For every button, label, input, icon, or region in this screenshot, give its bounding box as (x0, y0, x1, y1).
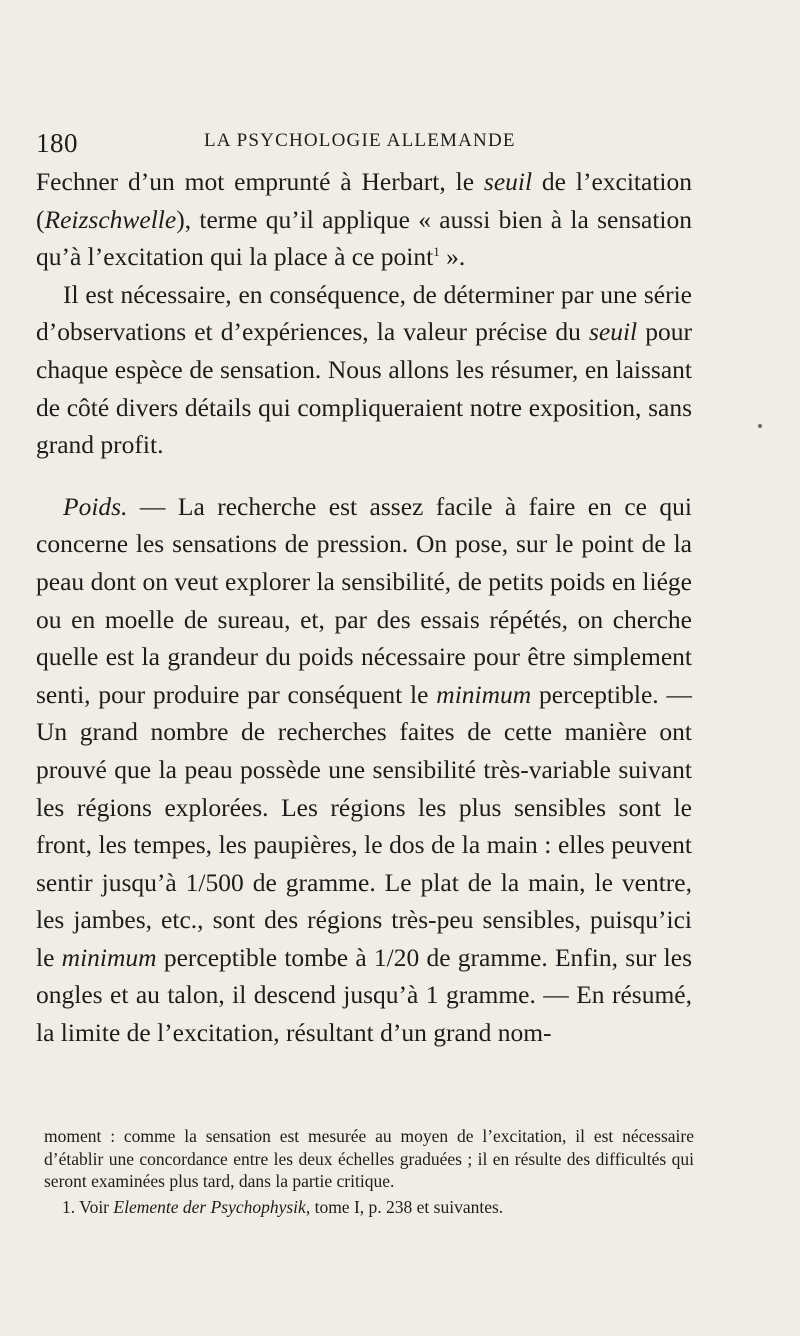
paragraph-seuil (36, 276, 692, 464)
text-run: de l’excitation ( (36, 167, 692, 234)
italic-term: seuil (588, 317, 638, 347)
italic-term: Reizschwelle (44, 204, 177, 234)
body-text (36, 163, 692, 1052)
text-run: Il est nécessaire, en conséquence, de déterminer par une série d’observations et d’expériences, la valeur précise du (36, 279, 692, 347)
paper-speck (758, 424, 762, 428)
paragraph-poids (36, 488, 692, 1052)
section-lead: Poids. (63, 491, 128, 521)
footnote-continuation: moment : comme la sensation est mesurée au moyen de l’excitation, il est nécessaire d’établir une concordance entre les deux échelles graduées ; il en résulte des difficultés qui seront examinées plus tard, dans la partie critique. (44, 1126, 694, 1192)
book-title: Elemente der Psychophysik (113, 1196, 306, 1217)
page-header (36, 128, 686, 162)
text-run: Fechner d’un mot emprunté à Herbart, le (36, 167, 484, 196)
footnote-marker: 1 (433, 244, 440, 260)
text-run: ». (439, 242, 466, 272)
text-run: perceptible. — Un grand nombre de recherches faites de cette manière ont prouvé que la peau possède une sensibilité très-variable suivant les régions explorées. Les régions les plus sensibles sont le front, les tempes, les paupières, le dos de la main : elles peuvent sentir jusqu’à 1/500 de gramme. Le plat de la main, le ventre, les jambes, etc., sont des régions très-peu sensibles, puisqu’ici le (36, 679, 692, 972)
text-run: — La recherche est assez facile à faire en ce qui concerne les sensations de pression. On pose, sur le point de la peau dont on veut explorer la sensibilité, de petits poids en liége ou en moelle de sureau, et, par des essais répétés, on cherche quelle est la grandeur du poids nécessaire pour être simplement senti, pour produire par conséquent le (36, 491, 692, 709)
text-run: Voir (75, 1196, 114, 1217)
text-run: ), terme qu’il applique « aussi bien à la sensation qu’à l’excitation qui la place à ce point (36, 204, 692, 272)
footnote-number: 1. (62, 1196, 76, 1217)
text-run: pour chaque espèce de sensation. Nous allons les résumer, en laissant de côté divers détails qui compliqueraient notre exposition, sans grand profit. (36, 317, 692, 460)
text-run: perceptible tombe à 1/20 de gramme. Enfin, sur les ongles et au talon, il descend jusqu’à 1 gramme. — En résumé, la limite de l’excitation, résultant d’un grand nom- (36, 942, 692, 1048)
italic-term: seuil (483, 167, 533, 196)
paragraph-continuation (36, 163, 692, 276)
running-title: LA PSYCHOLOGIE ALLEMANDE (204, 130, 516, 151)
italic-term: minimum (61, 942, 157, 972)
footnotes (44, 1125, 694, 1218)
footnote-1 (44, 1196, 694, 1219)
text-run: , tome I, p. 238 et suivantes. (305, 1196, 504, 1217)
italic-term: minimum (436, 679, 532, 709)
page-number: 180 (36, 128, 78, 158)
